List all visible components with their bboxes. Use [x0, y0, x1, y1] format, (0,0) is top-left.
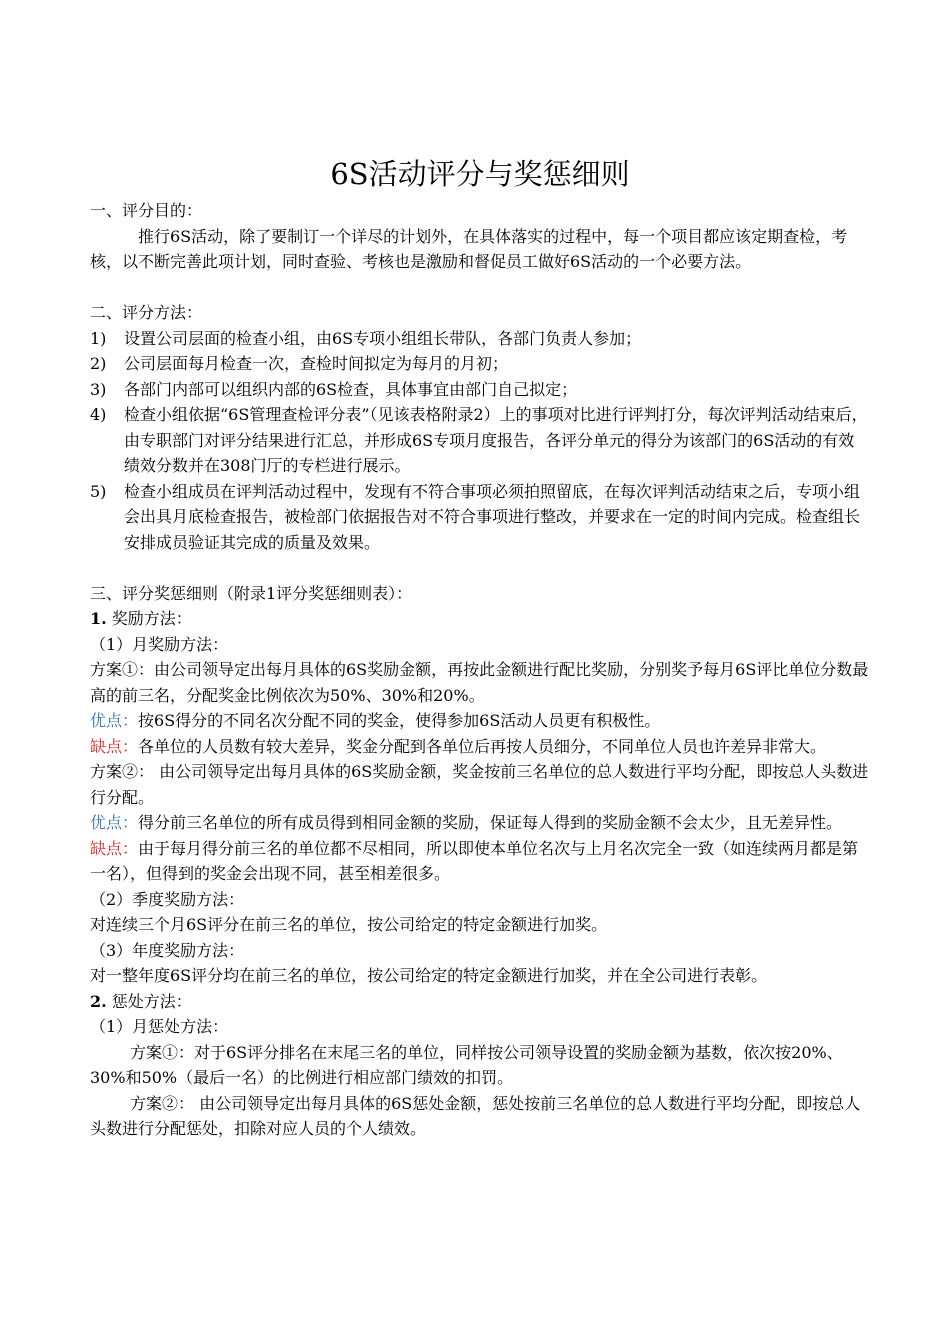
list-item [90, 326, 870, 352]
section2-heading: 二、评分方法： [90, 303, 203, 322]
penalty-plan1: 方案①：对于6S评分排名在末尾三名的单位，同样按公司领导设置的奖励金额为基数，依次按20%、30%和50%（最后一名）的比例进行相应部门绩效的扣罚。 [90, 1042, 843, 1087]
section3-heading: 三、评分奖惩细则（附录1评分奖惩细则表）： [90, 583, 413, 603]
list-text: 检查小组依据“6S管理查检评分表”（见该表格附录2）上的事项对比进行评判打分，每次评判活动结束后，由专职部门对评分结果进行汇总，并形成6S专项月度报告，各评分单元的得分为该部门的6S活动的有效绩效分数并在308门厅的专栏进行展示。 [124, 405, 868, 475]
list-text: 各部门内部可以组织内部的6S检查，具体事宜由部门自己拟定； [124, 379, 578, 399]
penalty-heading [90, 989, 870, 1015]
document-title: 6S活动评分与奖惩细则 [330, 157, 630, 191]
quarterly-reward-text: 对连续三个月6S评分在前三名的单位，按公司给定的特定金额进行加奖。 [90, 915, 608, 934]
advantage-label: 优点： [90, 813, 139, 832]
disadvantage-text: 由于每月得分前三名的单位都不尽相同，所以即使本单位名次与上月名次完全一致（如连续两月都是第一名），但得到的奖金会出现不同，甚至相差很多。 [90, 838, 859, 883]
document-page [90, 150, 870, 1142]
reward-plan1-disadvantage [90, 734, 870, 760]
advantage-text: 按6S得分的不同名次分配不同的奖金，使得参加6S活动人员更有积极性。 [138, 711, 661, 730]
advantage-text: 得分前三名单位的所有成员得到相同金额的奖励，保证每人得到的奖励金额不会太少，且无差异性。 [138, 813, 843, 832]
monthly-reward-heading: （1）月奖励方法： [90, 634, 229, 654]
list-number: 5) [90, 481, 107, 501]
list-text: 检查小组成员在评判活动过程中，发现有不符合事项必须拍照留底，在每次评判活动结束之后，专项小组会出具月底检查报告，被检部门依据报告对不符合事项进行整改，并要求在一定的时间内完成。检查组长安排成员验证其完成的质量及效果。 [124, 481, 861, 552]
list-number: 4) [90, 405, 107, 424]
penalty-number: 2. [90, 991, 107, 1011]
monthly-penalty-heading: （1）月惩处方法： [90, 1017, 229, 1036]
reward-heading-text: 奖励方法： [111, 609, 192, 628]
list-item [90, 402, 870, 479]
reward-plan2-disadvantage [90, 836, 870, 887]
reward-plan2: 方案②： 由公司领导定出每月具体的6S奖励金额，奖金按前三名单位的总人数进行平均分配，即按总人头数进行分配。 [90, 762, 869, 807]
list-text: 设置公司层面的检查小组，由6S专项小组组长带队，各部门负责人参加； [124, 328, 642, 348]
reward-plan1: 方案①：由公司领导定出每月具体的6S奖励金额，再按此金额进行配比奖励，分别奖予每月6S评比单位分数最高的前三名，分配奖金比例依次为50%、30%和20%。 [90, 660, 869, 705]
disadvantage-text: 各单位的人员数有较大差异，奖金分配到各单位后再按人员细分，不同单位人员也许差异非常大。 [138, 736, 827, 756]
reward-number: 1. [90, 609, 107, 628]
disadvantage-label: 缺点： [90, 736, 139, 756]
disadvantage-label: 缺点： [90, 838, 139, 858]
advantage-label: 优点： [90, 711, 139, 730]
section1-heading: 一、评分目的： [90, 201, 203, 220]
reward-heading [90, 606, 870, 632]
quarterly-reward-heading: （2）季度奖励方法： [90, 889, 245, 909]
section1-body: 推行6S活动，除了要制订一个详尽的计划外，在具体落实的过程中，每一个项目都应该定期查检，考核，以不断完善此项计划，同时查验、考核也是激励和督促员工做好6S活动的一个必要方法。 [90, 226, 848, 271]
list-item [90, 479, 870, 556]
blank-line [90, 275, 870, 301]
list-item [90, 351, 870, 377]
penalty-plan2: 方案②： 由公司领导定出每月具体的6S惩处金额，惩处按前三名单位的总人数进行平均分配，即按总人头数进行分配惩处，扣除对应人员的个人绩效。 [90, 1093, 861, 1138]
list-item [90, 377, 870, 403]
list-text: 公司层面每月检查一次，查检时间拟定为每月的月初； [124, 354, 509, 373]
penalty-heading-text: 惩处方法： [111, 991, 192, 1011]
annual-reward-heading: （3）年度奖励方法： [90, 940, 245, 960]
list-number: 2) [90, 354, 107, 373]
list-number: 1) [90, 328, 107, 348]
list-number: 3) [90, 379, 107, 399]
blank-line [90, 555, 870, 581]
reward-plan1-advantage [90, 708, 870, 734]
annual-reward-text: 对一整年度6S评分均在前三名的单位，按公司给定的特定金额进行加奖，并在全公司进行表彰。 [90, 966, 768, 985]
reward-plan2-advantage [90, 810, 870, 836]
